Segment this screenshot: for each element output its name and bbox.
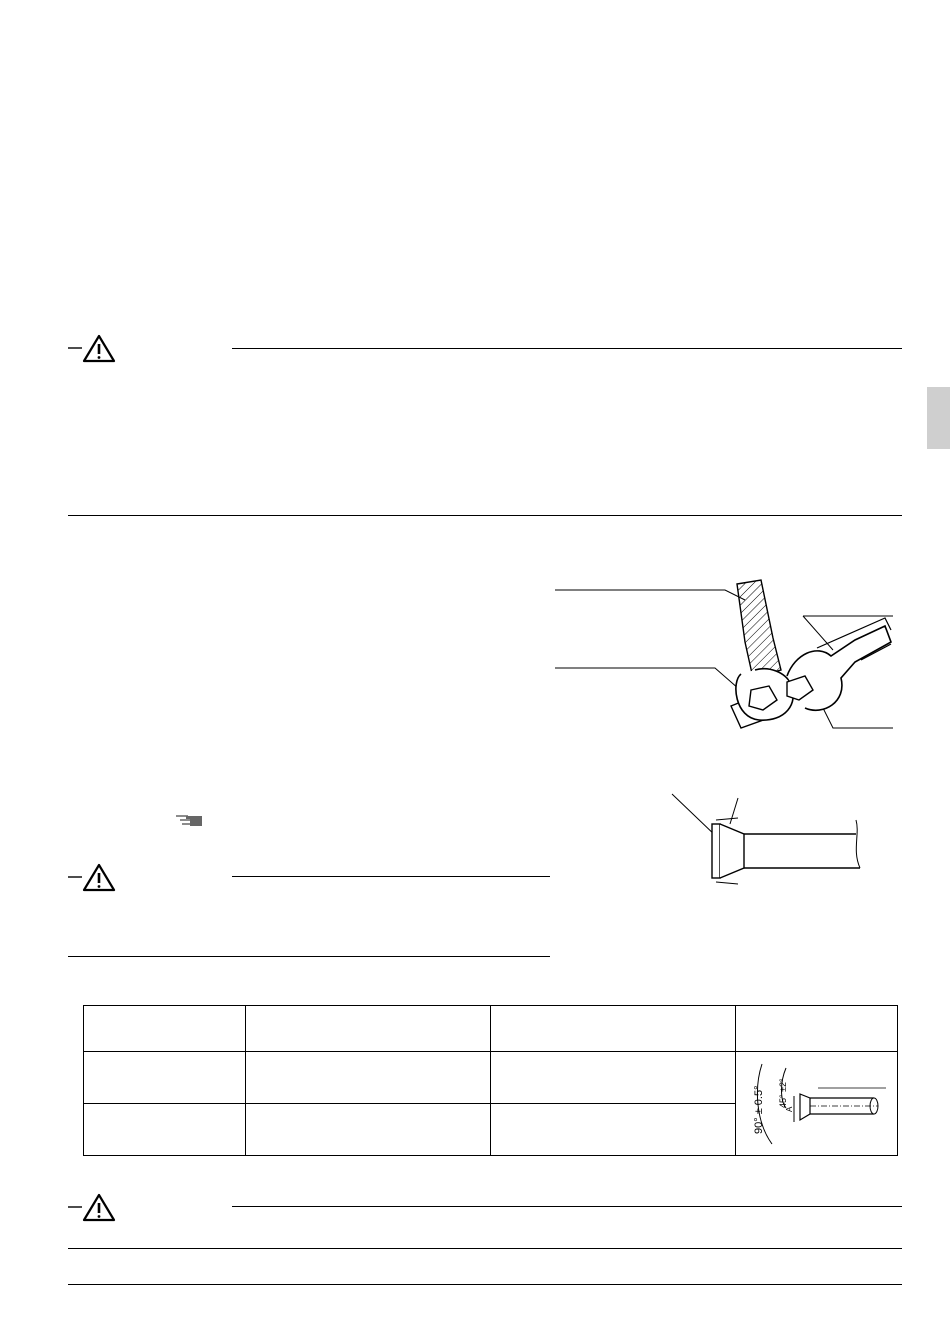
table-cell	[246, 1104, 491, 1156]
flare-nut-wrench-figure	[555, 578, 895, 743]
table-header-cell	[491, 1006, 736, 1052]
warning-triangle-icon	[68, 862, 116, 892]
table-cell	[491, 1104, 736, 1156]
flared-pipe-figure	[668, 790, 908, 890]
table-header-cell	[736, 1006, 898, 1052]
warning-header-rule	[232, 348, 902, 349]
flare-angle-diagram	[736, 1052, 896, 1152]
dimension-label: A	[785, 1106, 794, 1112]
table-cell	[246, 1052, 491, 1104]
flare-angle-diagram-cell	[736, 1052, 898, 1156]
pointing-hand-icon	[174, 812, 206, 830]
warning-footer-rule	[68, 956, 550, 957]
table-header-cell	[246, 1006, 491, 1052]
warning-triangle-icon	[68, 1192, 116, 1222]
section-tab	[927, 387, 950, 449]
angle-total-label: 90° ± 0.5°	[753, 1085, 765, 1134]
table-cell	[84, 1052, 246, 1104]
table-cell	[491, 1052, 736, 1104]
warning-footer-rule	[68, 515, 902, 516]
warning-header-rule	[232, 1206, 902, 1207]
warning-header-rule	[232, 876, 550, 877]
warning-footer-rule	[68, 1248, 902, 1249]
angle-half-label: 45° ±2°	[778, 1078, 788, 1108]
table-header-cell	[84, 1006, 246, 1052]
warning-triangle-icon	[68, 333, 116, 363]
table-cell	[84, 1104, 246, 1156]
flare-dimension-table	[83, 1005, 898, 1156]
page-footer-rule	[68, 1284, 902, 1285]
